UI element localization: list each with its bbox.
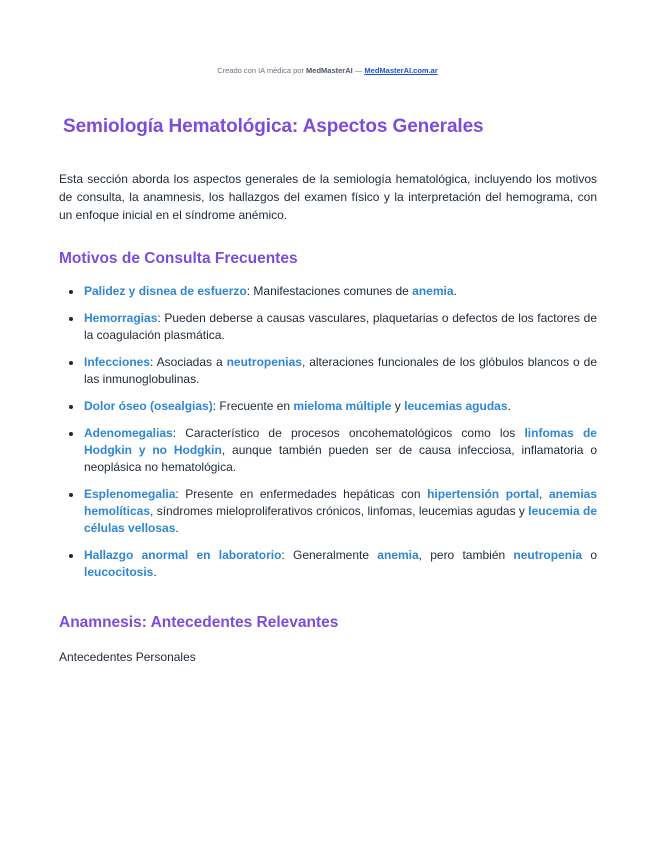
item-text: , aunque también pueden ser de causa infecciosa, inflamatoria o neoplásica no hematológica. (84, 443, 597, 474)
item-highlight: anemias hemolíticas (84, 487, 597, 518)
list-item (59, 398, 597, 415)
item-term: Adenomegalias (84, 426, 173, 440)
item-highlight: linfomas de Hodgkin y no Hodgkin (84, 426, 597, 457)
item-highlight: anemia (377, 548, 419, 562)
item-text: . (153, 565, 157, 579)
subsection-label: Antecedentes Personales (59, 650, 196, 664)
credit-prefix: Creado con IA médica por (217, 66, 307, 75)
item-term: Palidez y disnea de esfuerzo (84, 284, 247, 298)
item-text: y (391, 399, 405, 413)
item-highlight: leucocitosis (84, 565, 154, 579)
item-text: , alteraciones funcionales de los glóbulos blancos o de las inmunoglobulinas. (84, 355, 597, 386)
item-text: : Frecuente en (212, 399, 294, 413)
item-text: : Característico de procesos oncohematológicos como los (172, 426, 525, 440)
item-text: : Pueden deberse a causas vasculares, plaquetarias o defectos de los factores de la coagulación plasmática. (84, 311, 597, 342)
item-text: : Manifestaciones comunes de (246, 284, 413, 298)
item-term: Hallazgo anormal en laboratorio (84, 548, 282, 562)
item-text: , síndromes mieloproliferativos crónicos, linfomas, leucemias agudas y (150, 504, 529, 518)
list-item (59, 283, 597, 300)
item-highlight: leucemias agudas (404, 399, 508, 413)
item-highlight: neutropenia (513, 548, 583, 562)
item-text: . (453, 284, 457, 298)
item-text: : Generalmente (281, 548, 378, 562)
item-highlight: hipertensión portal (427, 487, 540, 501)
list-item (59, 354, 597, 388)
list-item (59, 486, 597, 537)
item-term: Infecciones (84, 355, 151, 369)
motivos-list (59, 283, 597, 591)
item-text: : Asociadas a (150, 355, 227, 369)
item-term: Hemorragias (84, 311, 158, 325)
item-term: Dolor óseo (osealgias) (84, 399, 213, 413)
item-text: : Presente en enfermedades hepáticas con (175, 487, 428, 501)
item-text: , pero también (418, 548, 514, 562)
credit-separator: — (352, 66, 365, 75)
credit-brand: MedMasterAI (306, 66, 353, 75)
item-text: . (507, 399, 511, 413)
item-highlight: mieloma múltiple (293, 399, 392, 413)
item-term: Esplenomegalia (84, 487, 176, 501)
item-text: , (539, 487, 549, 501)
item-highlight: anemia (412, 284, 454, 298)
page-title: Semiología Hematológica: Aspectos Generales (63, 116, 484, 137)
list-item (59, 547, 597, 581)
intro-paragraph: Esta sección aborda los aspectos generales de la semiología hematológica, incluyendo los motivos de consulta, la anamnesis, los hallazgos del examen físico y la interpretación del hemograma, con un enfoque inicial en el síndrome anémico. (59, 172, 597, 222)
item-text: . (175, 521, 179, 535)
section-heading-anamnesis: Anamnesis: Antecedentes Relevantes (59, 614, 339, 631)
list-item (59, 425, 597, 476)
list-item (59, 310, 597, 344)
section-heading-motivos: Motivos de Consulta Frecuentes (59, 250, 298, 267)
item-highlight: neutropenias (226, 355, 302, 369)
item-highlight: leucemia de células vellosas (84, 504, 597, 535)
credit-link[interactable]: MedMasterAI.com.ar (364, 66, 438, 75)
item-text: o (582, 548, 597, 562)
credit-line (0, 66, 655, 75)
